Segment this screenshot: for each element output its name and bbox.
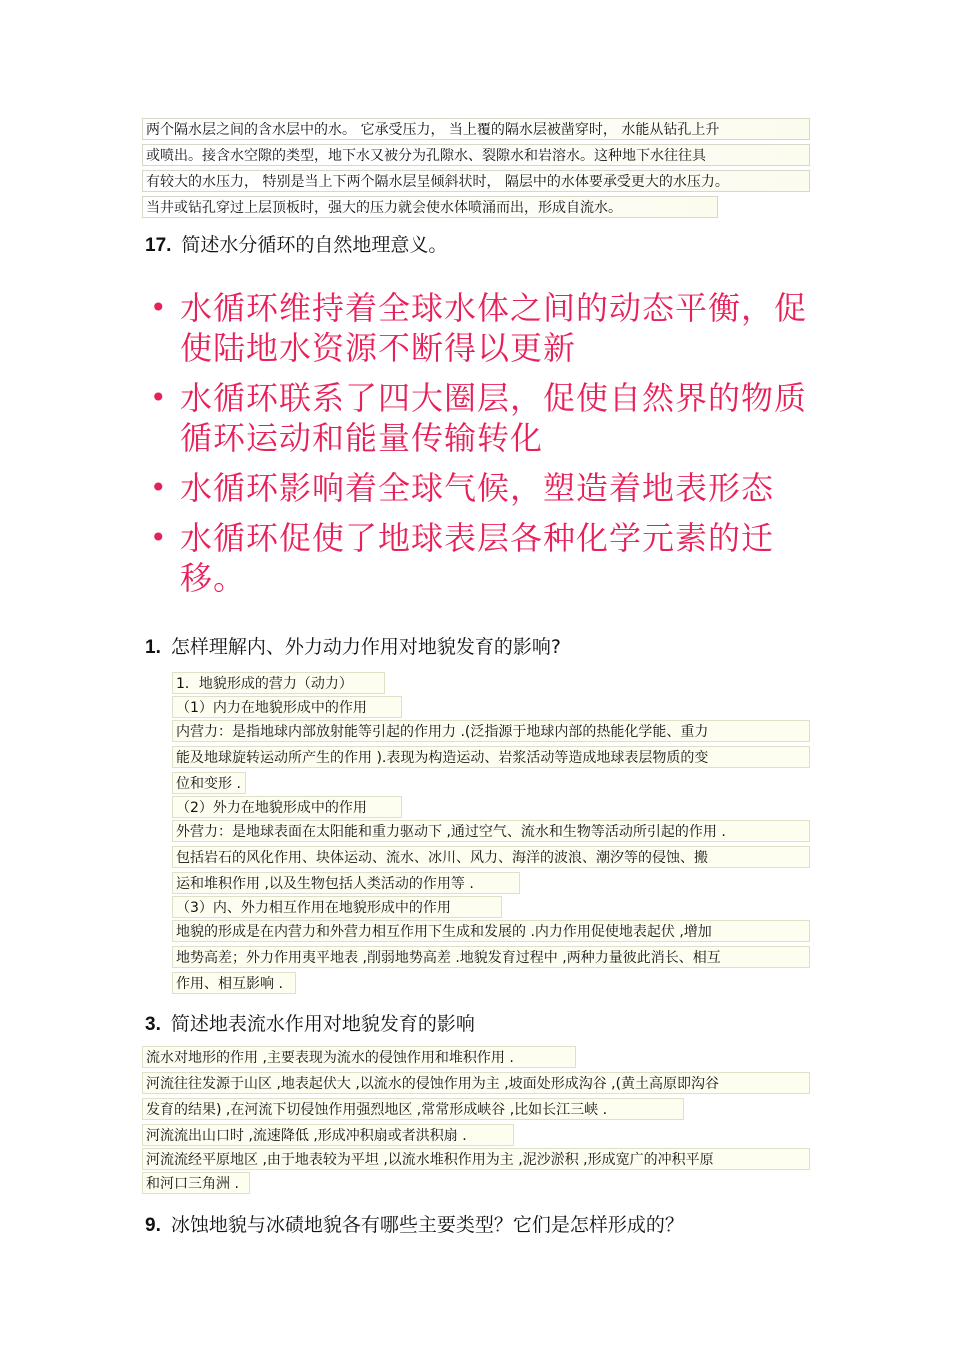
question-17-heading — [145, 232, 447, 259]
q1-line: （3）内、外力相互作用在地貌形成中的作用 — [172, 896, 502, 918]
q1-line: 作用、相互影响 . — [172, 972, 296, 994]
bullet-text: 水循环维持着全球水体之间的动态平衡，促使陆地水资源不断得以更新 — [180, 289, 808, 367]
q1-line: 地貌的形成是在内营力和外营力相互作用下生成和发展的 .内力作用促使地表起伏 ,增加 — [172, 920, 810, 942]
q1-line: （1）内力在地貌形成中的作用 — [172, 696, 402, 718]
question-1-heading — [145, 634, 561, 661]
question-number: 9. — [145, 1215, 161, 1236]
q3-line: 流水对地形的作用 ,主要表现为流水的侵蚀作用和堆积作用 . — [142, 1046, 576, 1068]
bullet-icon: • — [150, 521, 168, 554]
q1-line: 能及地球旋转运动所产生的作用 ).表现为构造运动、岩浆活动等造成地球表层物质的变 — [172, 746, 810, 768]
q3-line: 河流流出山口时 ,流速降低 ,形成冲积扇或者洪积扇 . — [142, 1124, 514, 1146]
q1-line: 外营力：是地球表面在太阳能和重力驱动下 ,通过空气、流水和生物等活动所引起的作用 . — [172, 820, 810, 842]
question-number: 17. — [145, 235, 172, 256]
q3-line: 河流往往发源于山区 ,地表起伏大 ,以流水的侵蚀作用为主 ,坡面处形成沟谷 ,(黄土高原即沟谷 — [142, 1072, 810, 1094]
question-title: 怎样理解内、外力动力作用对地貌发育的影响? — [170, 636, 561, 658]
q3-line: 发育的结果) ,在河流下切侵蚀作用强烈地区 ,常常形成峡谷 ,比如长江三峡 . — [142, 1098, 684, 1120]
q1-line: 1．地貌形成的营力（动力） — [172, 672, 385, 694]
bullet-item — [150, 288, 830, 368]
question-title: 冰蚀地貌与冰碛地貌各有哪些主要类型？它们是怎样形成的？ — [170, 1214, 684, 1236]
bullet-item — [150, 378, 830, 458]
q1-line: 位和变形 . — [172, 772, 246, 794]
q1-line: 地势高差；外力作用夷平地表 ,削弱地势高差 .地貌发育过程中 ,两种力量彼此消长、相互 — [172, 946, 810, 968]
bullet-text: 水循环促使了地球表层各种化学元素的迁移。 — [180, 519, 775, 597]
question-title: 简述地表流水作用对地貌发育的影响 — [170, 1013, 475, 1035]
bullet-icon: • — [150, 381, 168, 414]
q1-line: （2）外力在地貌形成中的作用 — [172, 796, 402, 818]
bullet-text: 水循环影响着全球气候，塑造着地表形态 — [180, 469, 775, 507]
q17-bullet-list — [150, 288, 830, 608]
intro-line: 两个隔水层之间的含水层中的水。 它承受压力， 当上覆的隔水层被凿穿时， 水能从钻孔上升 — [142, 118, 810, 140]
question-number: 3. — [145, 1014, 161, 1035]
q1-line: 运和堆积作用 ,以及生物包括人类活动的作用等 . — [172, 872, 520, 894]
bullet-item — [150, 518, 830, 598]
question-3-heading — [145, 1011, 475, 1038]
question-9-heading — [145, 1212, 684, 1239]
intro-line: 有较大的水压力， 特别是当上下两个隔水层呈倾斜状时， 隔层中的水体要承受更大的水压力。 — [142, 170, 810, 192]
intro-line: 或喷出。接含水空隙的类型，地下水又被分为孔隙水、裂隙水和岩溶水。这种地下水往往具 — [142, 144, 810, 166]
q1-line: 包括岩石的风化作用、块体运动、流水、冰川、风力、海洋的波浪、潮汐等的侵蚀、搬 — [172, 846, 810, 868]
q3-line: 和河口三角洲 . — [142, 1172, 250, 1194]
bullet-text: 水循环联系了四大圈层，促使自然界的物质循环运动和能量传输转化 — [180, 379, 808, 457]
question-number: 1. — [145, 637, 161, 658]
question-title: 简述水分循环的自然地理意义。 — [181, 234, 448, 256]
q1-line: 内营力：是指地球内部放射能等引起的作用力 .(泛指源于地球内部的热能化学能、重力 — [172, 720, 810, 742]
intro-line: 当井或钻孔穿过上层顶板时，强大的压力就会使水体喷涌而出，形成自流水。 — [142, 196, 718, 218]
bullet-icon: • — [150, 471, 168, 504]
bullet-icon: • — [150, 291, 168, 324]
q3-line: 河流流经平原地区 ,由于地表较为平坦 ,以流水堆积作用为主 ,泥沙淤积 ,形成宽广的冲积平原 — [142, 1148, 810, 1170]
bullet-item — [150, 468, 830, 508]
